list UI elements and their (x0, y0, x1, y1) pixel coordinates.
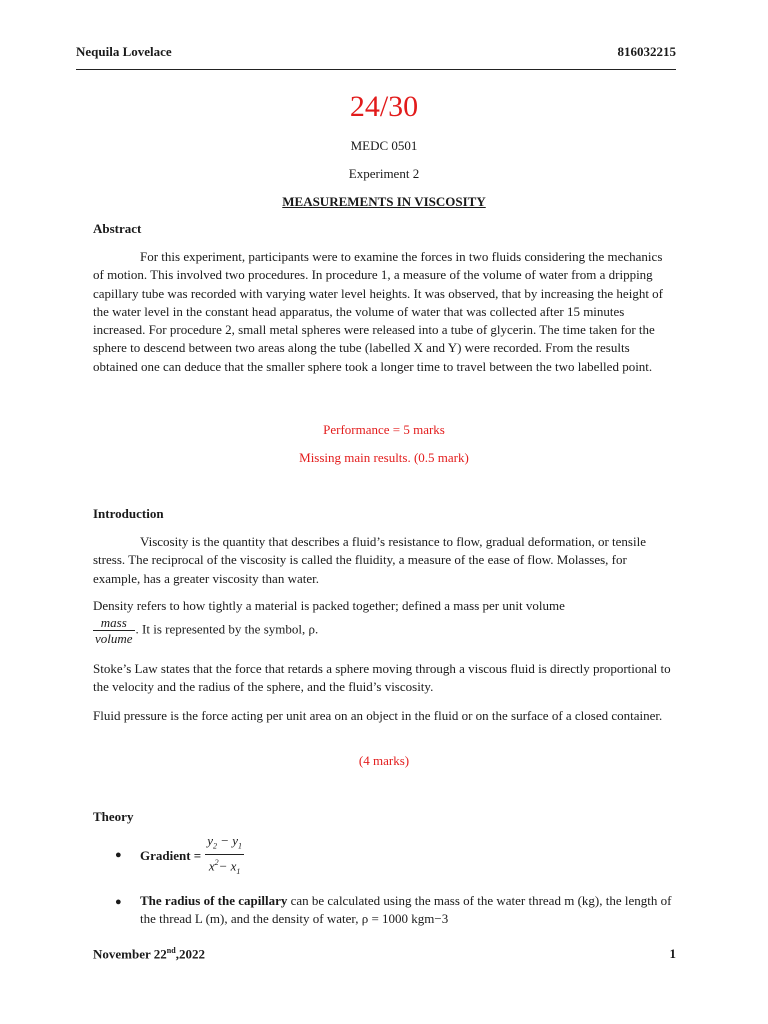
page-header (76, 44, 676, 70)
gradient-label: Gradient = (140, 848, 202, 863)
date-year: ,2022 (175, 946, 205, 962)
bullet-icon: ● (115, 849, 122, 861)
performance-comment: Performance = 5 marks (323, 422, 445, 437)
author-name: Nequila Lovelace (76, 44, 172, 59)
fraction-denominator: volume (95, 631, 133, 647)
intro-mark-comment: (4 marks) (358, 753, 410, 768)
density-text: Density refers to how tightly a material is packed together; defined a mass per unit volume (93, 598, 565, 613)
grade-mark: 24/30 (349, 90, 419, 123)
abstract-heading: Abstract (93, 221, 142, 236)
mass-volume-fraction (93, 615, 135, 646)
radius-bold-label: The radius of the capillary (140, 893, 288, 908)
density-symbol-text: . It is represented by the symbol, ρ. (135, 621, 319, 637)
document-title: MEASUREMENTS IN VISCOSITY (282, 194, 486, 209)
page-footer (93, 946, 676, 962)
introduction-heading: Introduction (93, 506, 164, 521)
experiment-label: Experiment 2 (348, 166, 420, 181)
date-suffix-sup: nd (166, 946, 176, 955)
abstract-mark-comment: Missing main results. (0.5 mark) (299, 450, 469, 465)
date-prefix: November 22 (93, 946, 167, 962)
page-number: 1 (669, 946, 676, 961)
intro-paragraph-density (93, 597, 676, 646)
student-id: 816032215 (617, 44, 676, 59)
theory-heading: Theory (93, 809, 134, 824)
intro-paragraph-viscosity: Viscosity is the quantity that describes a fluid’s resistance to flow, gradual deformation, or tensile stress. The reciprocal of the viscosity is called the fluidity, a measure of the ease of flow. Molasses, for example, has a greater viscosity than water. (93, 534, 646, 586)
intro-paragraph-stokes: Stoke’s Law states that the force that retards a sphere moving through a viscous fluid is directly proportional to the velocity and the radius of the sphere, and the fluid’s viscosity. (93, 661, 671, 695)
footer-date (93, 946, 205, 962)
fraction-numerator: mass (93, 615, 135, 631)
course-code: MEDC 0501 (350, 138, 418, 153)
gradient-formula (140, 833, 245, 876)
gradient-fraction-icon: $\frac{y_2 - y_1}{x^2- x_1}$ (207, 833, 243, 876)
radius-text: can be calculated using the mass of the water thread m (kg), the length of the thread L (m), and the density of water, ρ = 1000 kgm−3 (140, 893, 672, 927)
radius-paragraph (140, 892, 676, 929)
intro-paragraph-pressure: Fluid pressure is the force acting per unit area on an object in the fluid or on the surface of a closed container. (93, 708, 663, 723)
bullet-icon: ● (115, 896, 122, 908)
abstract-text: For this experiment, participants were to examine the forces in two fluids considering the mechanics of motion. This involved two procedures. In procedure 1, a measure of the volume of water from a dripping capillary tube was recorded with varying water level heights. It was observed, that by increasing the height of the water level in the constant head apparatus, the volume of water that was collected after 15 minutes increased. For procedure 2, small metal spheres were released into a tube of glycerin. The time taken for the sphere to descend between two areas along the tube (labelled X and Y) were recorded. From the results obtained one can deduce that the smaller sphere took a longer time to travel between the two labelled point. (93, 249, 664, 374)
